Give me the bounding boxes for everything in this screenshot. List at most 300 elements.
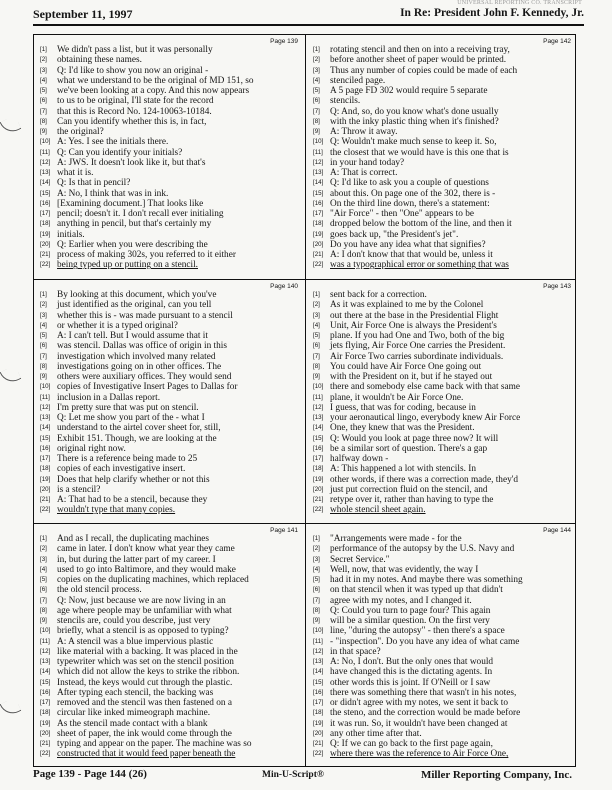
- transcript-line: [40, 495, 300, 505]
- line-text: just identified as the original, can you tell: [57, 300, 212, 311]
- line-text: there was something there that wasn't in his notes,: [330, 687, 517, 698]
- line-text: your aeronautical lingo, everybody knew Air Force: [330, 413, 521, 423]
- line-text: circular like inked mimeograph machine.: [57, 708, 211, 719]
- line-number: [5]: [40, 332, 47, 339]
- line-number: [1]: [40, 535, 47, 542]
- line-text: it was run. So, it wouldn't have been changed at: [330, 718, 508, 729]
- line-number: [18]: [313, 465, 324, 473]
- transcript-line: [313, 667, 573, 677]
- line-number: [9]: [313, 373, 320, 380]
- line-number: [4]: [313, 76, 320, 84]
- line-text: dropped below the bottom of the line, and then it: [330, 219, 512, 230]
- transcript-line: [313, 189, 573, 199]
- transcript-line: [313, 260, 573, 270]
- line-text: After typing each stencil, the backing was: [57, 687, 214, 698]
- line-number: [18]: [40, 465, 51, 473]
- line-text: or didn't agree with my notes, we sent it back to: [330, 698, 509, 708]
- transcript-line: [40, 708, 300, 718]
- line-number: [20]: [40, 240, 51, 248]
- line-number: [19]: [40, 475, 51, 483]
- line-text: A: That had to be a stencil, because they: [57, 495, 208, 505]
- line-text: rotating stencil and then on into a receiving tray,: [330, 45, 510, 55]
- line-number: [9]: [313, 128, 320, 135]
- line-number: [4]: [40, 321, 47, 329]
- transcript-line: [313, 495, 573, 505]
- line-number: [2]: [313, 56, 320, 64]
- line-text: the original?: [57, 127, 104, 137]
- transcript-line: [313, 444, 573, 454]
- line-number: [10]: [313, 627, 324, 635]
- transcript-line: [40, 300, 300, 310]
- line-number: [13]: [313, 414, 324, 421]
- punch-mark: [0, 697, 21, 718]
- line-number: [17]: [40, 210, 51, 217]
- line-text: investigation which involved many related: [57, 351, 216, 362]
- line-text: which did not allow the keys to strike the ribbon.: [57, 667, 240, 678]
- line-number: [19]: [40, 230, 51, 238]
- line-text: have changed this is the dictating agents. In: [330, 667, 493, 678]
- line-text: A: I can't tell. But I would assume that it: [57, 331, 208, 341]
- line-text: the old stencil process.: [57, 585, 142, 596]
- transcript-line: [40, 739, 300, 749]
- transcript-line: [313, 341, 573, 351]
- transcript-line: [40, 657, 300, 667]
- transcript-line: [313, 230, 573, 240]
- transcript-line: [313, 637, 573, 647]
- line-number: [15]: [313, 189, 324, 197]
- line-text: Exhibit 151. Though, we are looking at the: [57, 433, 217, 444]
- line-text: Can you identify whether this is, in fact,: [57, 116, 207, 127]
- line-text: in your hand today?: [330, 157, 405, 168]
- line-number: [10]: [40, 138, 51, 146]
- transcript-line: [313, 575, 573, 585]
- line-number: [18]: [313, 220, 324, 228]
- line-text: Q: Now, just because we are now living in an: [57, 595, 226, 606]
- line-number: [12]: [40, 647, 51, 655]
- line-text: had it in my notes. And maybe there was something: [330, 575, 523, 585]
- header-rule: [33, 24, 584, 26]
- transcript-line: [40, 209, 300, 219]
- line-number: [19]: [313, 475, 324, 483]
- line-text: goes back up, "the President's jet".: [330, 229, 459, 240]
- line-number: [6]: [40, 97, 47, 105]
- line-number: [15]: [313, 434, 324, 442]
- transcript-line: [40, 698, 300, 708]
- line-text: Does that help clarify whether or not this: [57, 474, 210, 485]
- line-number: [14]: [313, 179, 324, 187]
- line-number: [22]: [313, 750, 324, 758]
- line-text: Q: Let me show you part of the - what I: [57, 413, 205, 423]
- line-number: [2]: [313, 545, 320, 553]
- line-text: Q: Is that in pencil?: [57, 178, 131, 189]
- transcript-line: [313, 434, 573, 444]
- transcript-line: [40, 444, 300, 454]
- line-number: [13]: [40, 414, 51, 421]
- line-number: [11]: [40, 148, 50, 156]
- line-text: A: That is correct.: [330, 168, 398, 178]
- transcript-line: [313, 729, 573, 739]
- transcript-line: [40, 76, 300, 86]
- transcript-line: [313, 240, 573, 250]
- line-text: plane, it wouldn't be Air Force One.: [330, 392, 464, 403]
- line-number: [5]: [40, 87, 47, 94]
- line-number: [17]: [313, 699, 324, 706]
- line-text: to us to be original, I'll state for the record: [57, 96, 214, 107]
- transcript-line: [313, 362, 573, 372]
- line-number: [2]: [40, 545, 47, 553]
- transcript-line: [40, 137, 300, 147]
- line-number: [6]: [40, 586, 47, 594]
- line-text: copies of Investigative Insert Pages to Dallas for: [57, 382, 238, 393]
- transcript-line: [313, 55, 573, 65]
- transcript-line: [40, 260, 300, 270]
- transcript-line: [313, 250, 573, 260]
- transcript-page-panel: [311, 526, 573, 764]
- line-text: And as I recall, the duplicating machines: [57, 534, 210, 544]
- line-number: [11]: [40, 393, 50, 401]
- line-number: [22]: [40, 261, 51, 269]
- transcript-line: [40, 454, 300, 464]
- line-text: As it was explained to me by the Colonel: [330, 300, 484, 311]
- transcript-line: [40, 331, 300, 341]
- line-number: [3]: [313, 66, 320, 74]
- line-number: [11]: [40, 637, 50, 645]
- transcript-line: [313, 311, 573, 321]
- line-number: [5]: [313, 87, 320, 94]
- line-text: As the stencil made contact with a blank: [57, 718, 208, 729]
- transcript-line: [40, 678, 300, 688]
- line-number: [14]: [40, 668, 51, 676]
- line-number: [6]: [313, 342, 320, 350]
- line-number: [7]: [313, 596, 320, 604]
- line-number: [16]: [313, 444, 324, 452]
- line-number: [8]: [313, 117, 320, 125]
- line-text: the closest that we would have is this one that is: [330, 147, 509, 158]
- line-number: [12]: [313, 158, 324, 166]
- transcript-line: [313, 657, 573, 667]
- transcript-line: [313, 148, 573, 158]
- line-text: I'm pretty sure that was put on stencil.: [57, 402, 199, 413]
- line-text: process of making 302s, you referred to it either: [57, 250, 236, 260]
- transcript-line: [40, 250, 300, 260]
- line-text: Q: I'd like to show you now an original -: [57, 65, 209, 76]
- line-text: whether this is - was made pursuant to a stencil: [57, 310, 233, 321]
- line-text: like material with a backing. It was placed in the: [57, 646, 238, 657]
- transcript-line: [40, 66, 300, 76]
- transcript-line: [40, 749, 300, 759]
- line-text: was stencil. Dallas was office of origin in this: [57, 341, 227, 352]
- transcript-line: [40, 616, 300, 626]
- line-number: [12]: [40, 403, 51, 411]
- transcript-line: [40, 729, 300, 739]
- line-number: [7]: [40, 596, 47, 604]
- line-text: about this. On page one of the 302, there is -: [330, 188, 496, 199]
- line-text: A: Throw it away.: [330, 127, 398, 137]
- line-text: sent back for a correction.: [330, 290, 427, 300]
- line-text: Well, now, that was evidently, the way I: [330, 564, 479, 575]
- transcript-line: [313, 475, 573, 485]
- line-text: briefly, what a stencil is as opposed to typing?: [57, 626, 229, 637]
- transcript-line: [40, 485, 300, 495]
- transcript-line: [313, 352, 573, 362]
- line-text: out there at the base in the Presidential Flight: [330, 310, 499, 321]
- product-name: Min-U-Script®: [262, 770, 324, 780]
- line-text: Q: If we can go back to the first page again,: [330, 739, 493, 749]
- transcript-line: [313, 485, 573, 495]
- line-text: whole stencil sheet again.: [330, 505, 426, 516]
- transcript-line: [313, 606, 573, 616]
- transcript-line: [313, 382, 573, 392]
- transcript-line: [40, 341, 300, 351]
- line-text: came in later. I don't know what year they came: [57, 544, 235, 555]
- transcript-line: [40, 178, 300, 188]
- line-number: [13]: [40, 658, 51, 665]
- line-number: [19]: [313, 230, 324, 238]
- transcript-page-panel: [38, 526, 300, 764]
- transcript-line: [40, 544, 300, 554]
- line-number: [22]: [313, 506, 324, 514]
- line-number: [18]: [40, 709, 51, 717]
- line-number: [2]: [40, 301, 47, 309]
- line-text: in that space?: [330, 646, 381, 657]
- transcript-line: [40, 423, 300, 433]
- line-number: [8]: [40, 362, 47, 370]
- transcript-line: [40, 719, 300, 729]
- line-text: Q: Would you look at page three now? It will: [330, 433, 499, 444]
- line-text: A: Yes. I see the initials there.: [57, 137, 169, 148]
- line-text: Q: Wouldn't make much sense to keep it. So,: [330, 137, 497, 148]
- transcript-line: [40, 372, 300, 382]
- transcript-line: [313, 45, 573, 55]
- transcript-line: [313, 199, 573, 209]
- line-text: be a similar sort of question. There's a gap: [330, 443, 488, 454]
- line-number: [3]: [40, 66, 47, 74]
- transcript-line: [40, 647, 300, 657]
- line-text: understand to the airtel cover sheet for, still,: [57, 423, 221, 434]
- line-number: [9]: [40, 373, 47, 380]
- transcript-line: [40, 626, 300, 636]
- page-number: Page 144: [543, 527, 571, 534]
- transcript-line: [40, 475, 300, 485]
- line-text: constructed that it would feed paper beneath the: [57, 749, 236, 760]
- line-number: [14]: [313, 424, 324, 432]
- line-number: [21]: [40, 496, 51, 503]
- line-text: There is a reference being made to 25: [57, 454, 198, 464]
- transcript-line: [313, 626, 573, 636]
- line-text: just put correction fluid on the stencil, and: [330, 484, 488, 495]
- transcript-line: [40, 413, 300, 423]
- line-text: on that stencil when it was typed up that didn't: [330, 585, 503, 596]
- transcript-line: [40, 555, 300, 565]
- transcript-line: [40, 362, 300, 372]
- line-text: wouldn't type that many copies.: [57, 505, 176, 516]
- faint-header-text: UNIVERSAL REPORTING CO. TRANSCRIPT: [457, 0, 582, 6]
- line-number: [18]: [40, 220, 51, 228]
- transcript-line: [313, 555, 573, 565]
- transcript-line: [40, 393, 300, 403]
- line-text: halfway down -: [330, 454, 389, 464]
- transcript-line: [40, 637, 300, 647]
- transcript-line: [313, 596, 573, 606]
- line-text: where there was the reference to Air Force One,: [330, 749, 509, 760]
- line-number: [5]: [313, 332, 320, 339]
- reporting-company: Miller Reporting Company, Inc.: [420, 769, 572, 781]
- line-text: anything in pencil, but that's certainly my: [57, 219, 212, 230]
- line-text: original right now.: [57, 443, 126, 454]
- transcript-line: [313, 178, 573, 188]
- line-number: [17]: [313, 455, 324, 462]
- transcript-line: [40, 168, 300, 178]
- line-text: initials.: [57, 229, 85, 240]
- line-number: [13]: [313, 169, 324, 176]
- transcript-line: [40, 321, 300, 331]
- line-number: [17]: [40, 455, 51, 462]
- transcript-line: [40, 464, 300, 474]
- transcript-line: [40, 382, 300, 392]
- line-text: that this is Record No. 124-10063-10184.: [57, 106, 212, 117]
- line-text: jets flying, Air Force One carries the President.: [330, 341, 506, 352]
- line-text: Q: Could you turn to page four? This again: [330, 605, 491, 616]
- line-number: [16]: [40, 688, 51, 696]
- transcript-line: [313, 137, 573, 147]
- line-number: [18]: [313, 709, 324, 717]
- line-text: stenciled page.: [330, 75, 386, 86]
- line-number: [19]: [313, 719, 324, 727]
- line-number: [15]: [313, 678, 324, 686]
- transcript-line: [313, 505, 573, 515]
- line-text: was a typographical error or something that was: [330, 260, 509, 271]
- line-number: [3]: [313, 555, 320, 563]
- page-number: Page 139: [270, 38, 298, 45]
- transcript-line: [40, 585, 300, 595]
- transcript-line: [313, 219, 573, 229]
- line-text: any other time after that.: [330, 728, 422, 739]
- line-text: in, but during the latter part of my career. I: [57, 554, 216, 565]
- line-text: By looking at this document, which you've: [57, 290, 217, 300]
- line-number: [6]: [313, 586, 320, 594]
- transcript-line: [313, 749, 573, 759]
- line-number: [11]: [313, 148, 323, 156]
- transcript-line: [313, 403, 573, 413]
- line-number: [6]: [313, 97, 320, 105]
- transcript-line: [313, 739, 573, 749]
- line-number: [20]: [313, 240, 324, 248]
- transcript-line: [313, 321, 573, 331]
- line-text: sheet of paper, the ink would come through the: [57, 728, 232, 739]
- line-text: [Examining document.] That looks like: [57, 198, 204, 209]
- line-text: Q: And, so, do you know what's done usually: [330, 106, 499, 117]
- line-text: there and somebody else came back with that same: [330, 382, 521, 393]
- line-number: [7]: [313, 352, 320, 360]
- line-text: others were auxiliary offices. They would send: [57, 372, 232, 382]
- line-number: [16]: [313, 199, 324, 207]
- line-number: [2]: [40, 56, 47, 64]
- line-text: inclusion in a Dallas report.: [57, 392, 161, 403]
- line-number: [13]: [313, 658, 324, 665]
- transcript-page-panel: [311, 282, 573, 520]
- line-number: [6]: [40, 342, 47, 350]
- line-text: copies of each investigative insert.: [57, 464, 186, 475]
- line-text: A 5 page FD 302 would require 5 separate: [330, 86, 488, 96]
- transcript-line: [40, 158, 300, 168]
- transcript-date: September 11, 1997: [33, 7, 133, 21]
- line-number: [7]: [40, 352, 47, 360]
- transcript-line: [40, 606, 300, 616]
- line-text: with the inky plastic thing when it's finished?: [330, 116, 499, 127]
- line-number: [20]: [40, 729, 51, 737]
- line-text: retype over it, rather than having to type the: [330, 495, 494, 505]
- line-number: [12]: [40, 158, 51, 166]
- line-text: obtaining these names.: [57, 55, 142, 66]
- line-text: "Air Force" - then "One" appears to be: [330, 209, 474, 219]
- transcript-line: [313, 616, 573, 626]
- line-number: [5]: [40, 576, 47, 583]
- line-text: Thus any number of copies could be made of each: [330, 65, 518, 76]
- line-number: [7]: [313, 107, 320, 115]
- transcript-line: [313, 127, 573, 137]
- transcript-line: [313, 454, 573, 464]
- page-number: Page 141: [270, 527, 298, 534]
- line-text: A: JWS. It doesn't look like it, but that's: [57, 157, 206, 168]
- line-text: before another sheet of paper would be printed.: [330, 55, 507, 66]
- line-number: [21]: [40, 740, 51, 747]
- transcript-line: [313, 300, 573, 310]
- line-number: [20]: [40, 485, 51, 493]
- line-number: [12]: [313, 647, 324, 655]
- line-text: other words this is joint. If O'Neill or I saw: [330, 677, 491, 688]
- transcript-line: [40, 240, 300, 250]
- transcript-line: [313, 66, 573, 76]
- line-number: [8]: [40, 606, 47, 614]
- line-number: [8]: [40, 117, 47, 125]
- line-text: used to go into Baltimore, and they would make: [57, 564, 236, 575]
- line-text: what it is.: [57, 168, 94, 178]
- transcript-line: [313, 372, 573, 382]
- line-number: [3]: [313, 311, 320, 319]
- line-text: A: No, I don't. But the only ones that would: [330, 657, 494, 667]
- line-number: [4]: [40, 76, 47, 84]
- page-number: Page 140: [270, 283, 298, 290]
- column-divider: [305, 35, 306, 766]
- line-text: other words, if there was a correction made, they'd: [330, 474, 519, 485]
- transcript-line: [313, 331, 573, 341]
- line-text: being typed up or putting on a stencil.: [57, 260, 198, 271]
- line-number: [11]: [313, 393, 323, 401]
- transcript-line: [313, 698, 573, 708]
- line-number: [15]: [40, 434, 51, 442]
- line-text: performance of the autopsy by the U.S. Navy and: [330, 544, 515, 555]
- transcript-line: [40, 575, 300, 585]
- transcript-page-panel: [311, 37, 573, 275]
- line-text: On the third line down, there's a statement:: [330, 198, 490, 209]
- case-title: In Re: President John F. Kennedy, Jr.: [400, 7, 584, 19]
- line-text: plane. If you had One and Two, both of the big: [330, 331, 505, 341]
- transcript-page-panel: [38, 37, 300, 275]
- line-text: typing and appear on the paper. The machine was so: [57, 739, 252, 749]
- line-number: [21]: [313, 496, 324, 503]
- line-text: A: No, I think that was in ink.: [57, 188, 169, 199]
- transcript-line: [313, 158, 573, 168]
- transcript-line: [40, 148, 300, 158]
- transcript-grid: [33, 34, 576, 767]
- line-number: [1]: [40, 46, 47, 53]
- line-text: the steno, and the correction would be made before: [330, 708, 521, 719]
- line-text: "Arrangements were made - for the: [330, 534, 462, 544]
- transcript-line: [313, 393, 573, 403]
- transcript-line: [40, 434, 300, 444]
- line-number: [7]: [40, 107, 47, 115]
- transcript-line: [40, 688, 300, 698]
